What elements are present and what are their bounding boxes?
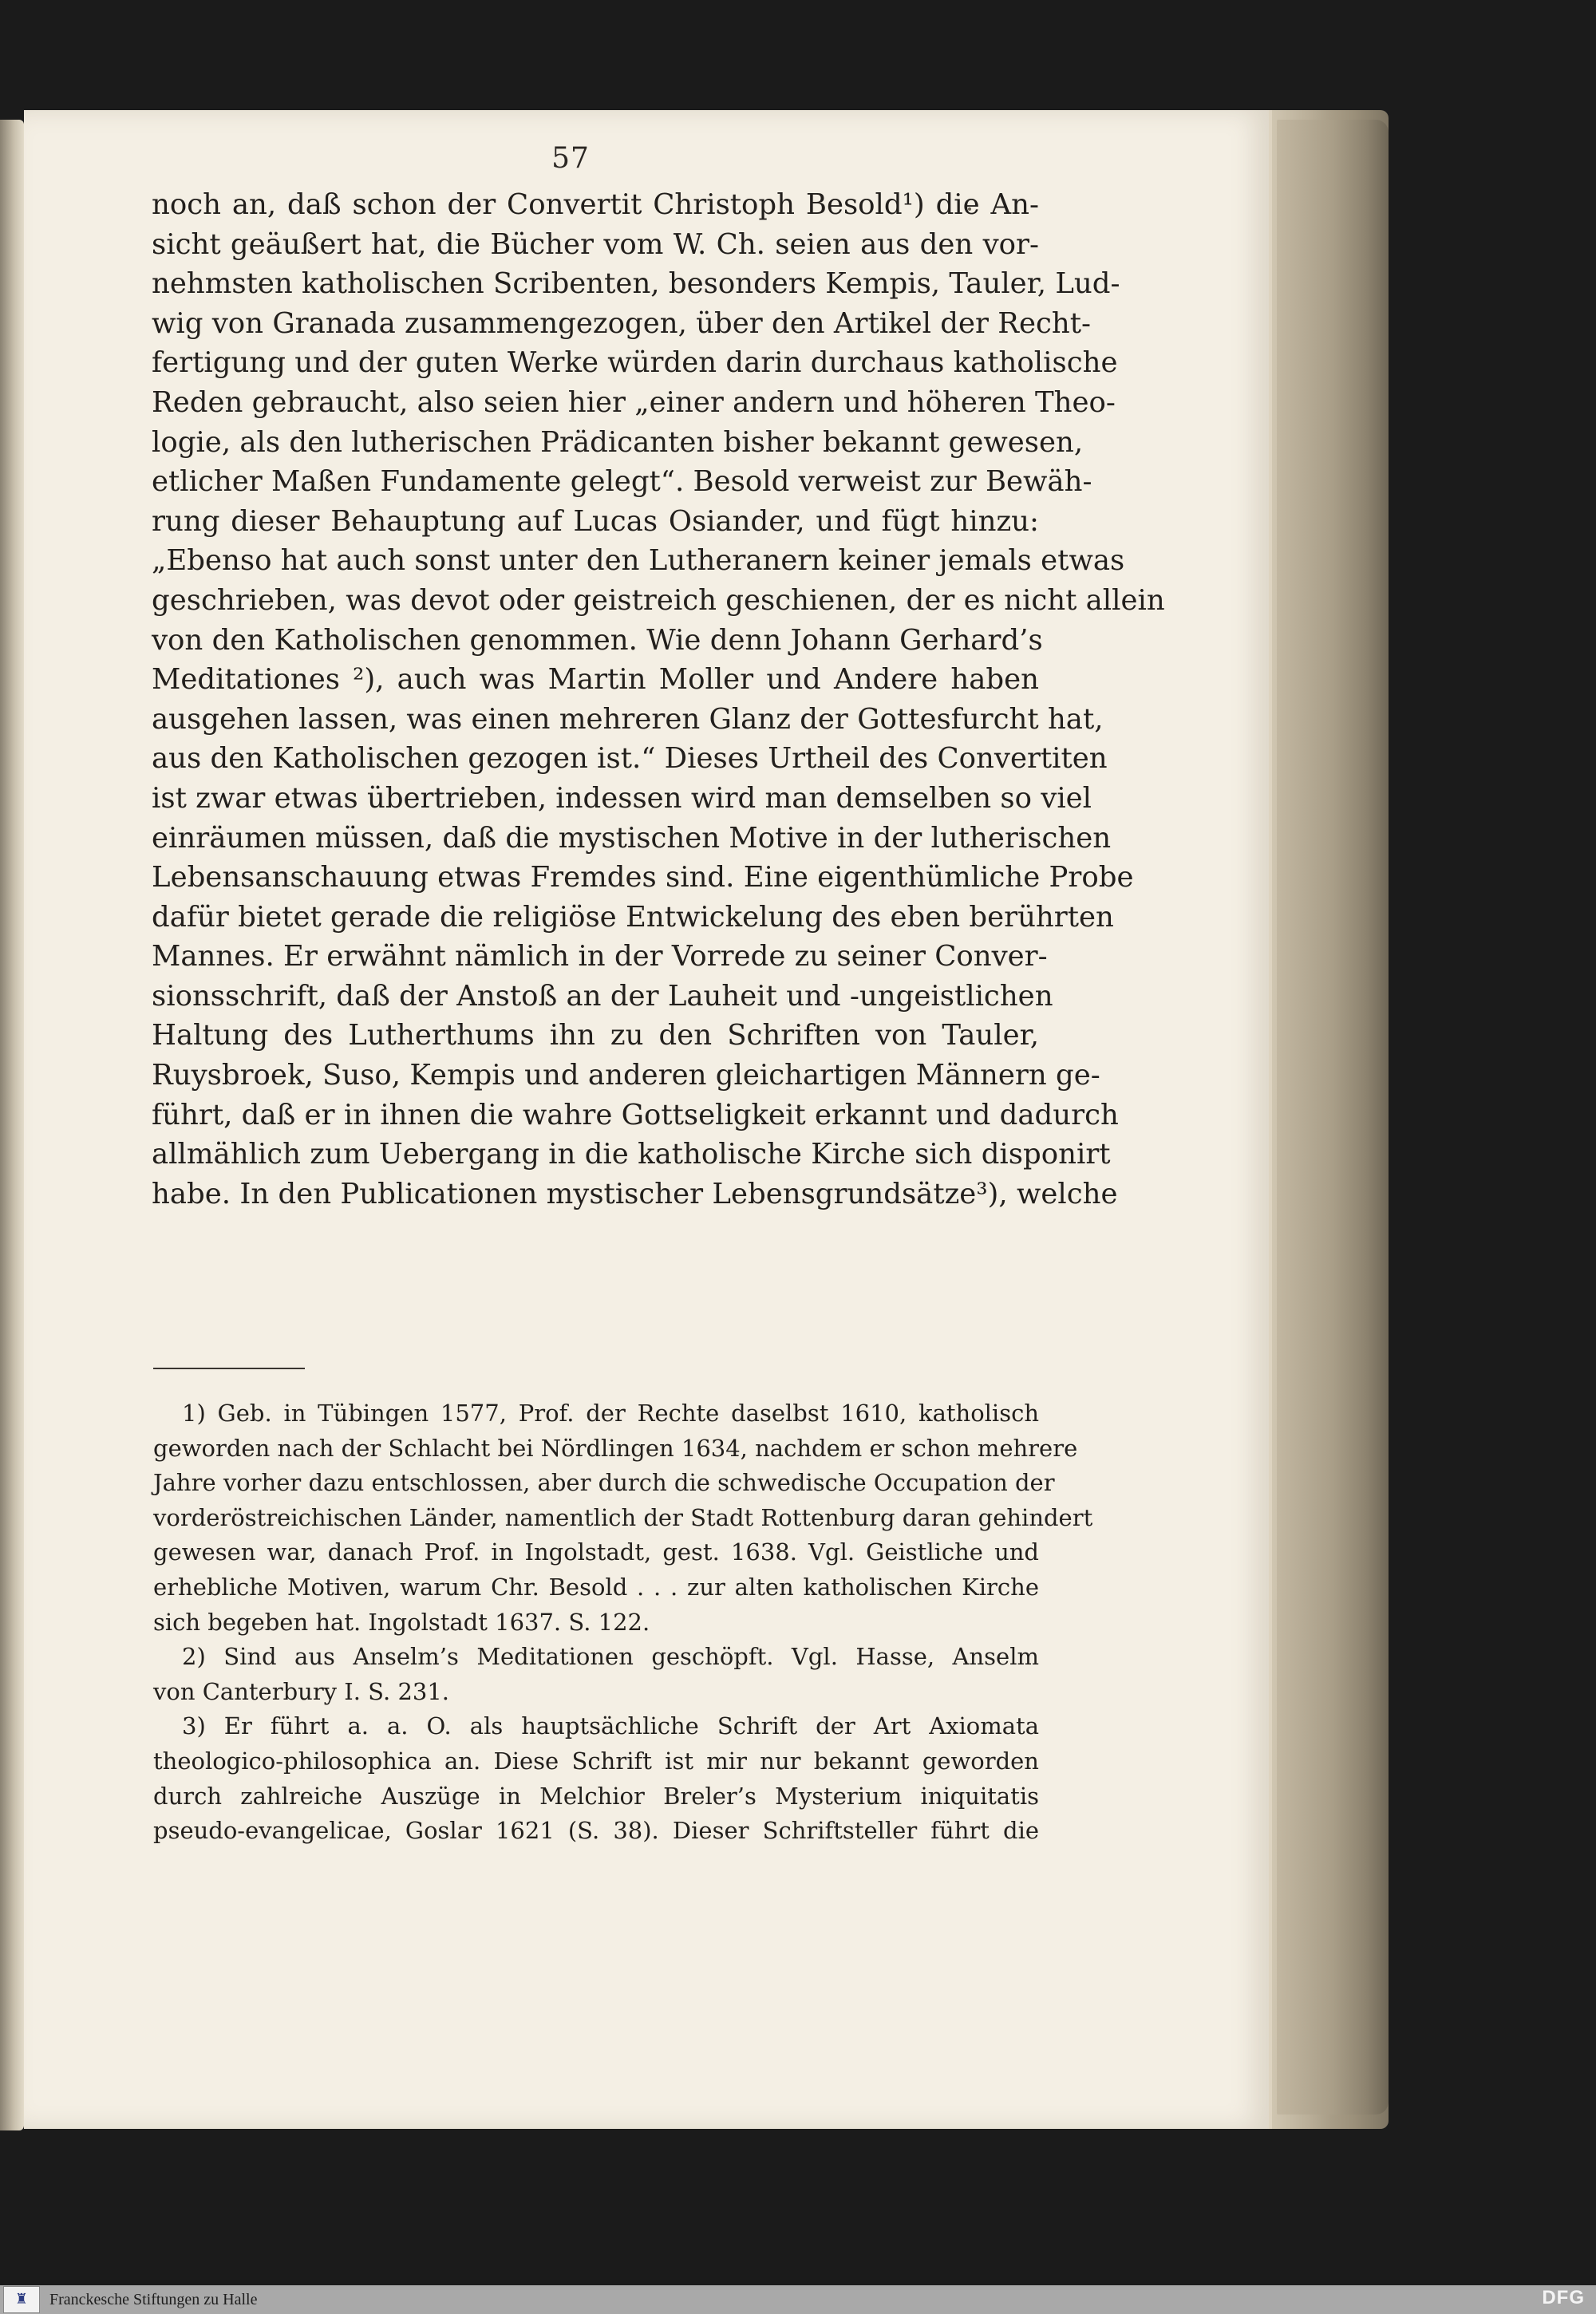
footnote-line: geworden nach der Schlacht bei Nördlingen 1634, nachdem er schon mehrere <box>153 1434 1078 1462</box>
footnotes-block <box>153 1396 1093 1849</box>
text-line: „Ebenso hat auch sonst unter den Lutheranern keiner jemals etwas <box>152 544 1125 578</box>
text-line: wig von Granada zusammengezogen, über den Artikel der Recht- <box>152 306 1091 340</box>
footnote-line: gewesen war, danach Prof. in Ingolstadt, gest. 1638. Vgl. Geistliche und <box>153 1538 1039 1566</box>
text-line: sicht geäußert hat, die Bücher vom W. Ch. seien aus den vor- <box>152 227 1039 261</box>
text-line: Haltung des Lutherthums ihn zu den Schriften von Tauler, <box>152 1019 1039 1052</box>
text-line: rung dieser Behauptung auf Lucas Osiander, und fügt hinzu: <box>152 504 1039 538</box>
institution-name[interactable]: Franckesche Stiftungen zu Halle <box>49 2290 258 2308</box>
text-line: noch an, daß schon der Convertit Christoph Besold¹) die An- <box>152 188 1039 221</box>
text-line: führt, daß er in ihnen die wahre Gottseligkeit erkannt und dadurch <box>152 1098 1119 1131</box>
footnote-line: vorderöstreichischen Länder, namentlich der Stadt Rottenburg daran gehindert <box>153 1503 1093 1531</box>
footnote-line: theologico-philosophica an. Diese Schrift ist mir nur bekannt geworden <box>153 1747 1039 1775</box>
text-line: fertigung und der guten Werke würden darin durchaus katholische <box>152 346 1118 380</box>
main-text-block <box>152 185 1165 1214</box>
text-line: habe. In den Publicationen mystischer Lebensgrundsätze³), welche <box>152 1177 1118 1210</box>
text-line: aus den Katholischen gezogen ist.“ Dieses Urtheil des Convertiten <box>152 742 1108 776</box>
footnote-line: durch zahlreiche Auszüge in Melchior Breler’s Mysterium iniquitatis <box>153 1782 1039 1810</box>
footnote-separator <box>153 1368 305 1369</box>
footnote-line: Jahre vorher dazu entschlossen, aber durch die schwedische Occupation der <box>153 1469 1055 1497</box>
page-number: 57 <box>551 142 590 175</box>
footnote-line: erhebliche Motiven, warum Chr. Besold . . . zur alten katholischen Kirche <box>153 1573 1039 1601</box>
book-cover-edge <box>1277 120 1389 2115</box>
text-line: geschrieben, was devot oder geistreich geschienen, der es nicht allein <box>152 583 1165 617</box>
text-line: Mannes. Er erwähnt nämlich in der Vorrede zu seiner Conver- <box>152 940 1048 973</box>
text-line: Meditationes ²), auch was Martin Moller und Andere haben <box>152 663 1039 697</box>
logo-glyph-icon: ♜ <box>14 2291 29 2308</box>
footnote-line: sich begeben hat. Ingolstadt 1637. S. 122. <box>153 1608 650 1636</box>
text-line: Ruysbroek, Suso, Kempis und anderen gleichartigen Männern ge- <box>152 1059 1100 1092</box>
viewer-footer-bar <box>0 2285 1596 2314</box>
text-line: allmählich zum Uebergang in die katholische Kirche sich disponirt <box>152 1138 1111 1171</box>
footnote-line: pseudo-evangelicae, Goslar 1621 (S. 38). Dieser Schriftsteller führt die <box>153 1817 1039 1845</box>
text-line: einräumen müssen, daß die mystischen Motive in der lutherischen <box>152 821 1112 855</box>
footnote-line: 1) Geb. in Tübingen 1577, Prof. der Rechte daselbst 1610, katholisch <box>182 1400 1039 1427</box>
text-line: ist zwar etwas übertrieben, indessen wird man demselben so viel <box>152 781 1092 815</box>
text-line: nehmsten katholischen Scribenten, besonders Kempis, Tauler, Lud- <box>152 267 1120 301</box>
footnote-line: 3) Er führt a. a. O. als hauptsächliche Schrift der Art Axiomata <box>182 1712 1039 1740</box>
text-line: Reden gebraucht, also seien hier „einer andern und höheren Theo- <box>152 385 1116 419</box>
text-line: etlicher Maßen Fundamente gelegt“. Besold verweist zur Bewäh- <box>152 465 1092 499</box>
footnote-line: von Canterbury I. S. 231. <box>153 1677 450 1705</box>
text-line: Lebensanschauung etwas Fremdes sind. Eine eigenthümliche Probe <box>152 861 1134 894</box>
left-book-edge <box>0 120 24 2130</box>
text-line: sionsschrift, daß der Anstoß an der Lauheit und -ungeistlichen <box>152 979 1053 1013</box>
dfg-badge[interactable]: DFG <box>1542 2287 1585 2308</box>
text-line: ausgehen lassen, was einen mehreren Glanz der Gottesfurcht hat, <box>152 702 1104 736</box>
text-line: logie, als den lutherischen Prädicanten bisher bekannt gewesen, <box>152 425 1084 459</box>
text-line: von den Katholischen genommen. Wie denn Johann Gerhard’s <box>152 623 1043 657</box>
text-line: dafür bietet gerade die religiöse Entwickelung des eben berührten <box>152 900 1114 934</box>
francke-foundations-logo-icon[interactable] <box>3 2286 40 2313</box>
footnote-line: 2) Sind aus Anselm’s Meditationen geschöpft. Vgl. Hasse, Anselm <box>182 1643 1039 1671</box>
